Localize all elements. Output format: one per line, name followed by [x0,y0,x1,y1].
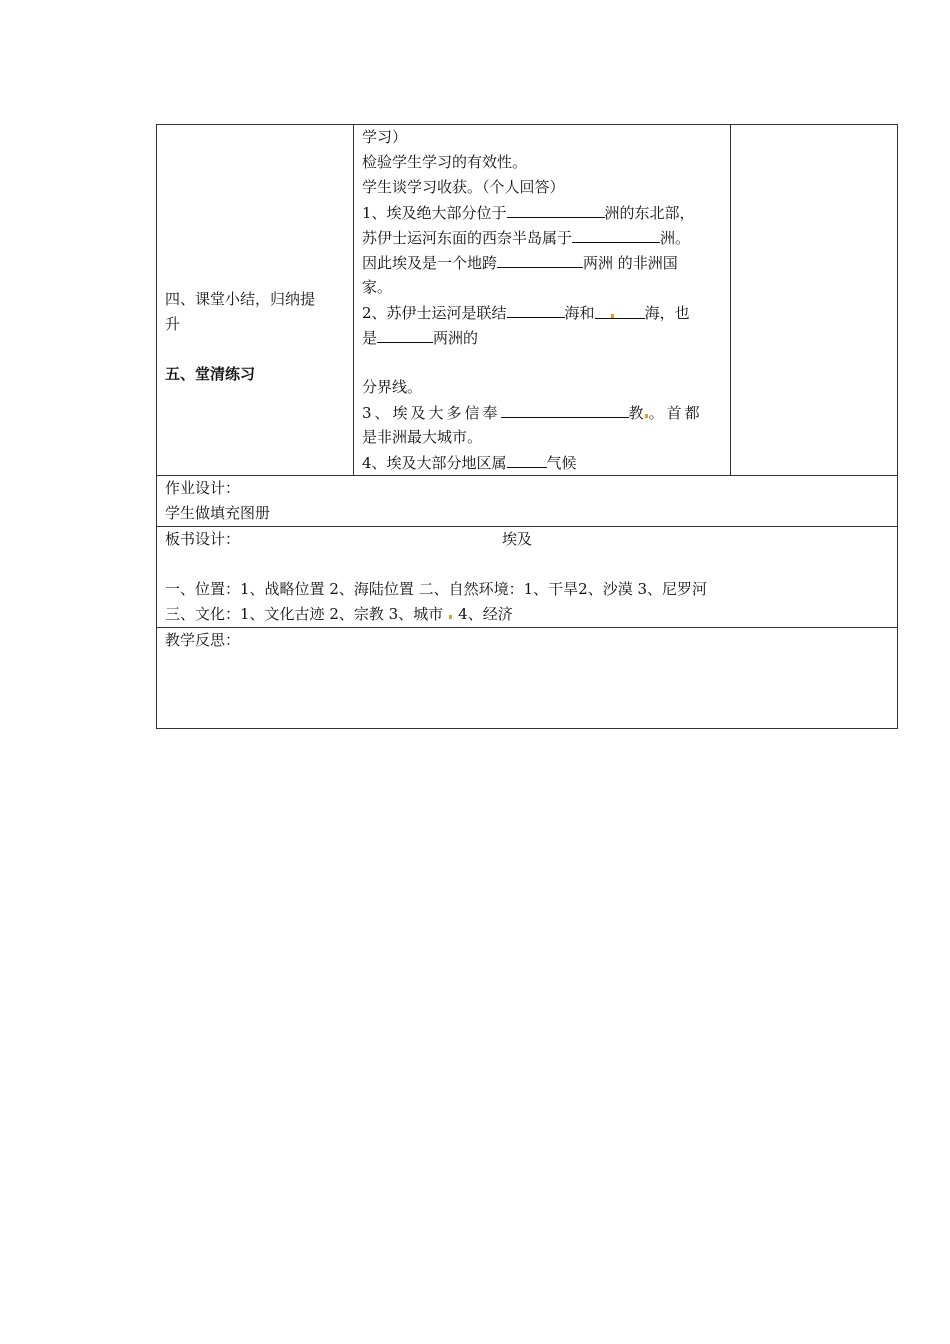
lesson-plan-table [156,124,898,729]
fill-blank[interactable] [501,400,629,418]
lesson-row [157,125,897,475]
homework-text: 学生做填充图册 [165,504,271,522]
question-2-line-1: 2、苏伊士运河是联结 海和 海，也 [362,300,722,325]
content-cell [354,125,731,475]
fill-blank[interactable] [507,300,565,318]
reflection-row [157,627,897,728]
fill-blank[interactable] [377,325,433,343]
notes-cell [731,125,897,475]
fill-blank[interactable] [507,200,605,218]
question-1-line-1: 1、埃及绝大部分位于 洲的东北部， [362,200,722,225]
stage-cell [157,125,354,475]
reflection-label: 教学反思： [165,631,241,649]
question-3-line-1: 3、埃及大多信奉 教 。首都 [362,400,722,425]
content-line: 家。 [362,278,393,296]
spacer-line [165,552,889,577]
question-1-line-2: 苏伊士运河东面的西奈半岛属于 洲。 [362,225,722,250]
homework-label: 作业设计： [165,479,241,497]
content-line: 检验学生学习的有效性。 [362,153,528,171]
homework-row [157,475,897,526]
fill-blank[interactable] [572,225,660,243]
content-line: 是非洲最大城市。 [362,428,483,446]
question-1-line-3: 因此埃及是一个地跨 两洲 的非洲国 [362,250,722,275]
fill-blank[interactable] [497,250,583,268]
fill-blank[interactable] [507,450,547,468]
board-design-row [157,526,897,627]
question-2-line-2: 是 两洲的 [362,325,722,350]
content-line: 学生谈学习收获。（个人回答） [362,178,565,196]
board-design-label: 板书设计： [165,530,241,548]
section-four-text-b: 升 [165,315,181,333]
spacer-line [362,350,722,375]
board-design-line-2: 三、文化：1、文化古迹 2、宗教 3、城市 4、经济 [165,605,513,623]
fill-blank[interactable] [595,301,645,319]
section-four-line-1 [165,287,345,312]
board-design-title: 埃及 [502,530,533,548]
question-4-line: 4、埃及大部分地区属 气候 [362,450,722,475]
content-line: 分界线。 [362,378,423,396]
content-line: 学习） [362,128,408,146]
section-five-title: 五、堂清练习 [165,365,256,383]
section-four-text-a: 四、课堂小结，归纳提 [165,290,316,308]
board-design-line-1: 一、位置：1、战略位置 2、海陆位置 二、自然环境：1、干旱2、沙漠 3、尼罗河 [165,580,708,598]
